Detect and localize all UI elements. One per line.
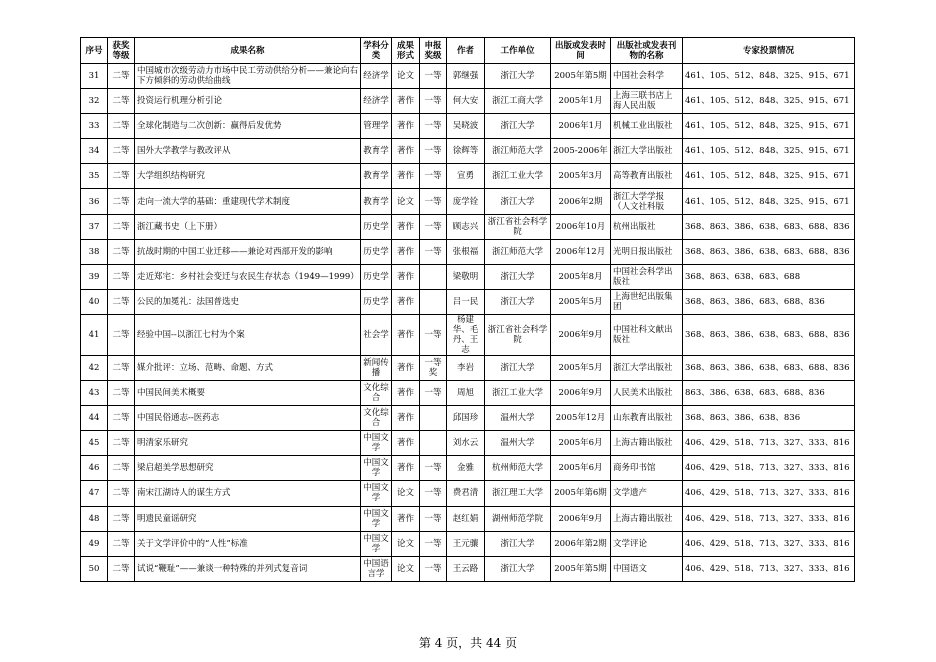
table-row — [81, 64, 855, 89]
table-row — [81, 355, 855, 380]
cell-votes: 461、105、512、848、325、915、671 — [683, 189, 855, 214]
cell-title: 中国民间美术概要 — [135, 381, 361, 406]
cell-publisher: 光明日报出版社 — [611, 239, 683, 264]
cell-discipline: 经济学 — [361, 89, 392, 114]
cell-applied-level — [420, 431, 447, 456]
cell-applied-level: 一等 — [420, 64, 447, 89]
cell-form: 论文 — [392, 481, 420, 506]
cell-row-index: 31 — [81, 64, 108, 89]
cell-publisher: 浙江大学出版社 — [611, 139, 683, 164]
table-row — [81, 431, 855, 456]
header-form: 成果形式 — [392, 38, 420, 64]
cell-row-index: 43 — [81, 381, 108, 406]
cell-form: 论文 — [392, 531, 420, 556]
cell-row-index: 40 — [81, 289, 108, 314]
cell-applied-level — [420, 406, 447, 431]
cell-author: 宣勇 — [447, 164, 485, 189]
cell-votes: 368、863、386、638、836 — [683, 406, 855, 431]
cell-award-level: 二等 — [108, 264, 135, 289]
cell-votes: 406、429、518、713、327、333、816 — [683, 481, 855, 506]
cell-publish-date: 2005-2006年 — [551, 139, 611, 164]
cell-votes: 461、105、512、848、325、915、671 — [683, 114, 855, 139]
cell-unit: 浙江大学 — [485, 64, 551, 89]
cell-form: 著作 — [392, 89, 420, 114]
cell-author: 庞学铨 — [447, 189, 485, 214]
cell-unit: 浙江工业大学 — [485, 164, 551, 189]
cell-award-level: 二等 — [108, 289, 135, 314]
cell-unit: 浙江大学 — [485, 355, 551, 380]
cell-applied-level: 一等 — [420, 89, 447, 114]
cell-award-level: 二等 — [108, 381, 135, 406]
cell-title: 梁启超美学思想研究 — [135, 456, 361, 481]
cell-author: 邱国珍 — [447, 406, 485, 431]
table-row — [81, 481, 855, 506]
cell-unit: 浙江大学 — [485, 264, 551, 289]
cell-author: 费君清 — [447, 481, 485, 506]
cell-applied-level: 一等 — [420, 214, 447, 239]
cell-publisher: 机械工业出版社 — [611, 114, 683, 139]
cell-votes: 406、429、518、713、327、333、816 — [683, 506, 855, 531]
cell-publisher: 浙江大学出版社 — [611, 355, 683, 380]
cell-author: 刘水云 — [447, 431, 485, 456]
cell-row-index: 34 — [81, 139, 108, 164]
cell-form: 论文 — [392, 64, 420, 89]
cell-unit: 浙江工商大学 — [485, 89, 551, 114]
cell-publish-date: 2006年9月 — [551, 314, 611, 355]
cell-title: 国外大学教学与教改评从 — [135, 139, 361, 164]
cell-applied-level: 一等 — [420, 314, 447, 355]
cell-author: 赵红娟 — [447, 506, 485, 531]
cell-publisher: 中国社科文献出版社 — [611, 314, 683, 355]
cell-row-index: 47 — [81, 481, 108, 506]
header-applied-level: 申报奖级 — [420, 38, 447, 64]
cell-publish-date: 2005年12月 — [551, 406, 611, 431]
cell-applied-level: 一等 — [420, 481, 447, 506]
cell-award-level: 二等 — [108, 189, 135, 214]
header-award-level: 获奖等级 — [108, 38, 135, 64]
table-row — [81, 164, 855, 189]
cell-votes: 461、105、512、848、325、915、671 — [683, 139, 855, 164]
cell-discipline: 中国文学 — [361, 506, 392, 531]
table-row — [81, 139, 855, 164]
cell-award-level: 二等 — [108, 314, 135, 355]
cell-award-level: 二等 — [108, 406, 135, 431]
cell-title: 走近郑宅：乡村社会变迁与农民生存状态（1949—1999） — [135, 264, 361, 289]
cell-publish-date: 2006年1月 — [551, 114, 611, 139]
cell-votes: 461、105、512、848、325、915、671 — [683, 64, 855, 89]
cell-form: 著作 — [392, 239, 420, 264]
cell-votes: 863、386、638、683、688、836 — [683, 381, 855, 406]
cell-title: 走向一流大学的基础：重建现代学术制度 — [135, 189, 361, 214]
cell-publish-date: 2005年第5期 — [551, 556, 611, 581]
cell-discipline: 社会学 — [361, 314, 392, 355]
cell-votes: 406、429、518、713、327、333、816 — [683, 456, 855, 481]
cell-title: 媒介批评：立场、范畴、命题、方式 — [135, 355, 361, 380]
cell-award-level: 二等 — [108, 456, 135, 481]
cell-row-index: 38 — [81, 239, 108, 264]
cell-form: 著作 — [392, 214, 420, 239]
awards-table — [80, 37, 855, 582]
cell-title: 试说“鞭耻”——兼谈一种特殊的并列式复音词 — [135, 556, 361, 581]
cell-form: 著作 — [392, 314, 420, 355]
table-row — [81, 406, 855, 431]
cell-applied-level: 一等 — [420, 456, 447, 481]
cell-row-index: 39 — [81, 264, 108, 289]
cell-publisher: 文学评论 — [611, 531, 683, 556]
cell-author: 张根福 — [447, 239, 485, 264]
cell-discipline: 中国文学 — [361, 481, 392, 506]
cell-award-level: 二等 — [108, 556, 135, 581]
cell-title: 明清家乐研究 — [135, 431, 361, 456]
table-row — [81, 314, 855, 355]
table-row — [81, 556, 855, 581]
cell-award-level: 二等 — [108, 481, 135, 506]
cell-title: 明遗民童谣研究 — [135, 506, 361, 531]
table-row — [81, 456, 855, 481]
cell-form: 著作 — [392, 264, 420, 289]
cell-award-level: 二等 — [108, 214, 135, 239]
cell-title: 中国城市次级劳动力市场中民工劳动供给分析——兼论向右下方倾斜的劳动供给曲线 — [135, 64, 361, 89]
cell-publisher: 杭州出版社 — [611, 214, 683, 239]
cell-title: 大学组织结构研究 — [135, 164, 361, 189]
cell-author: 何大安 — [447, 89, 485, 114]
cell-discipline: 中国语言学 — [361, 556, 392, 581]
cell-row-index: 41 — [81, 314, 108, 355]
cell-votes: 368、863、386、683、688、836 — [683, 289, 855, 314]
cell-form: 论文 — [392, 189, 420, 214]
cell-row-index: 32 — [81, 89, 108, 114]
header-title: 成果名称 — [135, 38, 361, 64]
table-row — [81, 189, 855, 214]
cell-unit: 温州大学 — [485, 431, 551, 456]
cell-row-index: 35 — [81, 164, 108, 189]
cell-applied-level — [420, 264, 447, 289]
cell-applied-level: 一等 — [420, 139, 447, 164]
cell-discipline: 文化综合 — [361, 406, 392, 431]
cell-votes: 368、863、386、638、683、688、836 — [683, 314, 855, 355]
table-row — [81, 289, 855, 314]
cell-discipline: 新闻传播 — [361, 355, 392, 380]
cell-unit: 浙江大学 — [485, 531, 551, 556]
cell-row-index: 33 — [81, 114, 108, 139]
cell-unit: 湖州师范学院 — [485, 506, 551, 531]
cell-unit: 浙江大学 — [485, 289, 551, 314]
cell-title: 抗战时期的中国工业迁移——兼论对西部开发的影响 — [135, 239, 361, 264]
cell-discipline: 管理学 — [361, 114, 392, 139]
cell-award-level: 二等 — [108, 139, 135, 164]
cell-publisher: 山东教育出版社 — [611, 406, 683, 431]
cell-award-level: 二等 — [108, 114, 135, 139]
table-row — [81, 239, 855, 264]
table-row — [81, 114, 855, 139]
cell-author: 顾志兴 — [447, 214, 485, 239]
table-row — [81, 381, 855, 406]
cell-row-index: 45 — [81, 431, 108, 456]
table-row — [81, 531, 855, 556]
cell-applied-level: 一等 — [420, 531, 447, 556]
cell-author: 王云路 — [447, 556, 485, 581]
page-footer: 第 4 页，共 44 页 — [418, 636, 518, 650]
cell-publisher: 上海古籍出版社 — [611, 506, 683, 531]
cell-publish-date: 2006年2期 — [551, 189, 611, 214]
cell-unit: 浙江省社会科学院 — [485, 214, 551, 239]
cell-award-level: 二等 — [108, 89, 135, 114]
header-votes: 专家投票情况 — [683, 38, 855, 64]
cell-discipline: 历史学 — [361, 239, 392, 264]
cell-publish-date: 2006年第2期 — [551, 531, 611, 556]
cell-award-level: 二等 — [108, 164, 135, 189]
cell-applied-level: 一等 — [420, 381, 447, 406]
cell-form: 著作 — [392, 506, 420, 531]
cell-form: 著作 — [392, 406, 420, 431]
cell-title: 南宋江湖诗人的谋生方式 — [135, 481, 361, 506]
cell-publish-date: 2006年9月 — [551, 381, 611, 406]
cell-discipline: 文化综合 — [361, 381, 392, 406]
cell-votes: 406、429、518、713、327、333、816 — [683, 431, 855, 456]
table-row — [81, 264, 855, 289]
cell-title: 全球化制造与二次创新：赢得后发优势 — [135, 114, 361, 139]
cell-publish-date: 2005年1月 — [551, 89, 611, 114]
cell-publisher: 中国社会科学出版社 — [611, 264, 683, 289]
cell-discipline: 中国文学 — [361, 531, 392, 556]
cell-discipline: 经济学 — [361, 64, 392, 89]
cell-row-index: 49 — [81, 531, 108, 556]
cell-row-index: 50 — [81, 556, 108, 581]
cell-unit: 浙江大学 — [485, 556, 551, 581]
cell-unit: 温州大学 — [485, 406, 551, 431]
cell-author: 金雅 — [447, 456, 485, 481]
cell-row-index: 37 — [81, 214, 108, 239]
cell-row-index: 46 — [81, 456, 108, 481]
cell-award-level: 二等 — [108, 531, 135, 556]
cell-form: 论文 — [392, 556, 420, 581]
cell-unit: 浙江理工大学 — [485, 481, 551, 506]
cell-award-level: 二等 — [108, 506, 135, 531]
header-index: 序号 — [81, 38, 108, 64]
cell-award-level: 二等 — [108, 431, 135, 456]
cell-discipline: 历史学 — [361, 264, 392, 289]
cell-publisher: 上海三联书店上海人民出版 — [611, 89, 683, 114]
cell-form: 著作 — [392, 355, 420, 380]
cell-author: 周旭 — [447, 381, 485, 406]
table-row — [81, 506, 855, 531]
cell-author: 郭继强 — [447, 64, 485, 89]
cell-author: 吕一民 — [447, 289, 485, 314]
cell-form: 著作 — [392, 456, 420, 481]
cell-unit: 浙江师范大学 — [485, 139, 551, 164]
cell-publish-date: 2005年第5期 — [551, 64, 611, 89]
cell-author: 李岩 — [447, 355, 485, 380]
cell-publisher: 中国语文 — [611, 556, 683, 581]
cell-publish-date: 2005年6月 — [551, 456, 611, 481]
cell-applied-level: 一等 — [420, 239, 447, 264]
cell-discipline: 中国文学 — [361, 456, 392, 481]
cell-publish-date: 2005年第6期 — [551, 481, 611, 506]
cell-publish-date: 2005年6月 — [551, 431, 611, 456]
cell-discipline: 教育学 — [361, 139, 392, 164]
cell-author: 徐辉等 — [447, 139, 485, 164]
cell-form: 著作 — [392, 139, 420, 164]
cell-form: 著作 — [392, 114, 420, 139]
cell-applied-level — [420, 289, 447, 314]
cell-row-index: 36 — [81, 189, 108, 214]
cell-applied-level: 一等 — [420, 556, 447, 581]
header-author: 作者 — [447, 38, 485, 64]
cell-unit: 浙江省社会科学院 — [485, 314, 551, 355]
cell-votes: 406、429、518、713、327、333、816 — [683, 556, 855, 581]
cell-unit: 浙江大学 — [485, 189, 551, 214]
cell-publisher: 文学遗产 — [611, 481, 683, 506]
cell-author: 梁敬明 — [447, 264, 485, 289]
cell-publish-date: 2006年9月 — [551, 506, 611, 531]
cell-discipline: 教育学 — [361, 189, 392, 214]
cell-publish-date: 2006年10月 — [551, 214, 611, 239]
cell-votes: 368、863、638、683、688 — [683, 264, 855, 289]
cell-publish-date: 2006年12月 — [551, 239, 611, 264]
cell-votes: 461、105、512、848、325、915、671 — [683, 164, 855, 189]
cell-discipline: 历史学 — [361, 214, 392, 239]
cell-publisher: 商务印书馆 — [611, 456, 683, 481]
header-row — [81, 38, 855, 64]
cell-votes: 368、863、386、638、683、688、836 — [683, 239, 855, 264]
cell-row-index: 42 — [81, 355, 108, 380]
cell-form: 著作 — [392, 381, 420, 406]
cell-row-index: 48 — [81, 506, 108, 531]
cell-discipline: 历史学 — [361, 289, 392, 314]
cell-unit: 浙江师范大学 — [485, 239, 551, 264]
cell-form: 著作 — [392, 289, 420, 314]
cell-votes: 406、429、518、713、327、333、816 — [683, 531, 855, 556]
cell-unit: 杭州师范大学 — [485, 456, 551, 481]
cell-publish-date: 2005年8月 — [551, 264, 611, 289]
cell-applied-level: 一等奖 — [420, 355, 447, 380]
header-publish-date: 出版或发表时间 — [551, 38, 611, 64]
cell-author: 杨建华、毛丹、王志 — [447, 314, 485, 355]
header-discipline: 学科分类 — [361, 38, 392, 64]
cell-author: 王元骧 — [447, 531, 485, 556]
cell-applied-level: 一等 — [420, 506, 447, 531]
cell-title: 关于文学评价中的“人性”标准 — [135, 531, 361, 556]
cell-unit: 浙江大学 — [485, 114, 551, 139]
cell-votes: 368、863、386、638、683、688、836 — [683, 355, 855, 380]
cell-form: 著作 — [392, 164, 420, 189]
cell-publisher: 人民美术出版社 — [611, 381, 683, 406]
cell-title: 公民的加冕礼：法国普选史 — [135, 289, 361, 314]
cell-publisher: 上海世纪出版集团 — [611, 289, 683, 314]
header-publisher: 出版社或发表刊物的名称 — [611, 38, 683, 64]
cell-publish-date: 2005年5月 — [551, 355, 611, 380]
cell-unit: 浙江工业大学 — [485, 381, 551, 406]
cell-publisher: 中国社会科学 — [611, 64, 683, 89]
cell-title: 经验中国--以浙江七村为个案 — [135, 314, 361, 355]
cell-discipline: 教育学 — [361, 164, 392, 189]
cell-award-level: 二等 — [108, 64, 135, 89]
cell-discipline: 中国文学 — [361, 431, 392, 456]
cell-votes: 368、863、386、638、683、688、836 — [683, 214, 855, 239]
cell-applied-level: 一等 — [420, 114, 447, 139]
header-unit: 工作单位 — [485, 38, 551, 64]
table-row — [81, 214, 855, 239]
table-row — [81, 89, 855, 114]
cell-author: 吴晓波 — [447, 114, 485, 139]
cell-award-level: 二等 — [108, 355, 135, 380]
cell-title: 投资运行机理分析引论 — [135, 89, 361, 114]
cell-publish-date: 2005年5月 — [551, 289, 611, 314]
cell-publisher: 高等教育出版社 — [611, 164, 683, 189]
cell-form: 著作 — [392, 431, 420, 456]
cell-title: 中国民俗通志--医药志 — [135, 406, 361, 431]
cell-applied-level: 一等 — [420, 189, 447, 214]
cell-title: 浙江藏书史（上下册） — [135, 214, 361, 239]
cell-publisher: 浙江大学学报（人文社科版 — [611, 189, 683, 214]
cell-votes: 461、105、512、848、325、915、671 — [683, 89, 855, 114]
cell-applied-level: 一等 — [420, 164, 447, 189]
cell-award-level: 二等 — [108, 239, 135, 264]
cell-row-index: 44 — [81, 406, 108, 431]
cell-publish-date: 2005年3月 — [551, 164, 611, 189]
cell-publisher: 上海古籍出版社 — [611, 431, 683, 456]
